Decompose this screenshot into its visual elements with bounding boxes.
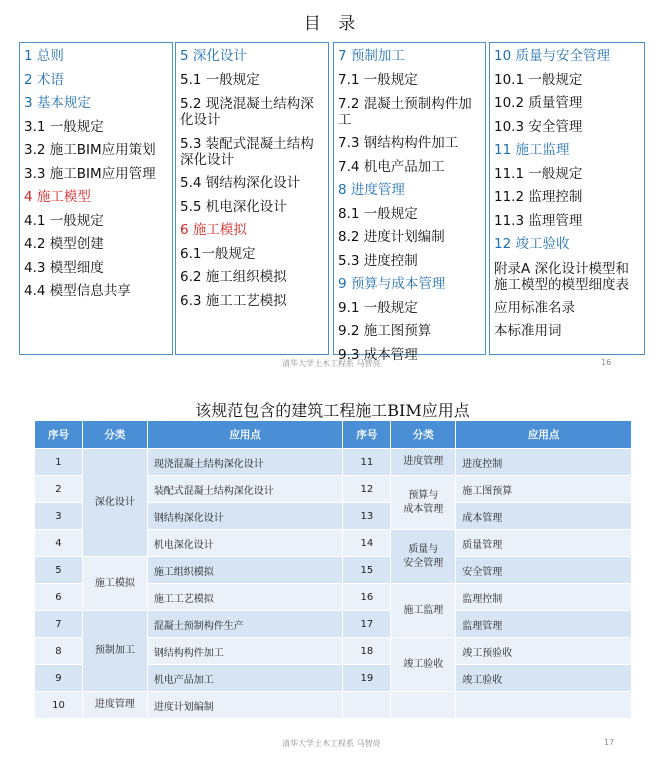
toc-entry: 10.3 安全管理 xyxy=(494,118,583,135)
toc-entry: 3 基本规定 xyxy=(24,95,91,111)
toc-column-4 xyxy=(489,42,645,355)
footer-author-2: 清华大学土木工程系 马智亮 xyxy=(282,739,381,748)
header-no-left: 序号 xyxy=(35,421,83,449)
row-no: 4 xyxy=(35,530,83,557)
toc-entry: 6.2 施工组织模拟 xyxy=(180,269,287,285)
toc-entry: 10.2 质量管理 xyxy=(494,95,583,111)
toc-entry: 9 预算与成本管理 xyxy=(338,276,446,292)
table-row xyxy=(35,692,632,719)
table-row xyxy=(35,611,632,638)
toc-entry: 11.3 监理管理 xyxy=(494,212,583,229)
application-cell: 竣工验收 xyxy=(456,665,632,692)
row-no: 15 xyxy=(343,557,391,584)
category-cell: 预制加工 xyxy=(82,611,147,692)
page-number-2: 17 xyxy=(604,738,615,747)
row-no: 12 xyxy=(343,476,391,503)
application-cell: 监理管理 xyxy=(456,611,632,638)
toc-column-3 xyxy=(333,42,486,363)
table-row xyxy=(35,557,632,584)
empty-cell xyxy=(391,692,456,719)
row-no: 13 xyxy=(343,503,391,530)
table-row xyxy=(35,449,632,476)
row-no: 9 xyxy=(35,665,83,692)
toc-entry: 附录A 深化设计模型和施工模型的模型细度表 xyxy=(494,260,630,293)
category-cell: 竣工验收 xyxy=(391,638,456,692)
toc-entry: 4.2 模型创建 xyxy=(24,236,104,252)
row-no: 16 xyxy=(343,584,391,611)
application-cell: 钢结构构件加工 xyxy=(147,638,343,665)
application-cell: 装配式混凝土结构深化设计 xyxy=(147,476,343,503)
application-cell: 进度计划编制 xyxy=(147,692,343,719)
category-cell: 施工监理 xyxy=(391,584,456,638)
row-no: 11 xyxy=(343,449,391,476)
toc-entry: 2 术语 xyxy=(24,71,64,88)
toc-entry: 7.2 混凝土预制构件加工 xyxy=(338,96,472,128)
row-no: 17 xyxy=(343,611,391,638)
header-no-right: 序号 xyxy=(343,421,391,449)
toc-entry: 8.2 进度计划编制 xyxy=(338,229,445,245)
toc-entry: 应用标准名录 xyxy=(494,299,575,316)
application-cell: 机电深化设计 xyxy=(147,530,343,557)
row-no: 6 xyxy=(35,584,83,611)
toc-entry: 5.2 现浇混凝土结构深化设计 xyxy=(180,96,314,128)
application-cell: 施工图预算 xyxy=(456,476,632,503)
application-cell: 施工组织模拟 xyxy=(147,557,343,584)
table-title: 该规范包含的建筑工程施工BIM应用点 xyxy=(195,401,470,420)
row-no: 10 xyxy=(35,692,83,719)
empty-cell xyxy=(456,692,632,719)
toc-entry: 5.3 进度控制 xyxy=(338,252,418,269)
toc-entry: 7 预制加工 xyxy=(338,48,405,64)
toc-entry: 5.5 机电深化设计 xyxy=(180,198,287,215)
row-no: 7 xyxy=(35,611,83,638)
page-number-1: 16 xyxy=(601,358,612,367)
toc-entry: 3.2 施工BIM应用策划 xyxy=(24,142,156,158)
row-no: 19 xyxy=(343,665,391,692)
header-application-right: 应用点 xyxy=(456,421,632,449)
category-cell: 深化设计 xyxy=(82,449,147,557)
toc-column-2 xyxy=(175,42,329,355)
application-cell: 施工工艺模拟 xyxy=(147,584,343,611)
bim-application-table xyxy=(34,420,632,719)
toc-entry: 3.1 一般规定 xyxy=(24,118,104,135)
toc-entry: 6.3 施工工艺模拟 xyxy=(180,292,287,309)
header-category-left: 分类 xyxy=(82,421,147,449)
category-cell: 进度管理 xyxy=(82,692,147,719)
toc-entry: 7.4 机电产品加工 xyxy=(338,158,445,175)
toc-entry: 4.4 模型信息共享 xyxy=(24,283,131,299)
toc-column-1 xyxy=(19,42,173,355)
row-no: 3 xyxy=(35,503,83,530)
application-cell: 进度控制 xyxy=(456,449,632,476)
category-cell: 预算与 成本管理 xyxy=(391,476,456,530)
application-cell: 质量管理 xyxy=(456,530,632,557)
category-cell: 进度管理 xyxy=(391,449,456,476)
toc-entry: 1 总则 xyxy=(24,48,64,64)
toc-entry: 8.1 一般规定 xyxy=(338,205,418,222)
toc-entry: 5 深化设计 xyxy=(180,48,247,64)
toc-entry: 10 质量与安全管理 xyxy=(494,48,610,64)
toc-entry: 本标准用词 xyxy=(494,323,562,339)
table-header-row xyxy=(35,421,632,449)
toc-entry: 11.2 监理控制 xyxy=(494,189,583,205)
toc-entry: 9.3 成本管理 xyxy=(338,346,418,363)
footer-author-1: 清华大学土木工程系 马智亮 xyxy=(282,359,381,368)
application-cell: 现浇混凝土结构深化设计 xyxy=(147,449,343,476)
application-cell: 钢结构深化设计 xyxy=(147,503,343,530)
header-category-right: 分类 xyxy=(391,421,456,449)
application-cell: 成本管理 xyxy=(456,503,632,530)
category-cell: 施工模拟 xyxy=(82,557,147,611)
toc-entry: 3.3 施工BIM应用管理 xyxy=(24,165,156,182)
row-no: 5 xyxy=(35,557,83,584)
toc-entry: 12 竣工验收 xyxy=(494,236,570,252)
toc-entry: 10.1 一般规定 xyxy=(494,71,583,88)
application-cell: 混凝土预制构件生产 xyxy=(147,611,343,638)
toc-entry: 4.1 一般规定 xyxy=(24,212,104,229)
toc-entry: 5.4 钢结构深化设计 xyxy=(180,175,301,191)
toc-title: 目 录 xyxy=(303,14,362,34)
toc-entry: 11.1 一般规定 xyxy=(494,165,583,182)
toc-entry: 9.1 一般规定 xyxy=(338,299,418,316)
toc-entry: 4 施工模型 xyxy=(24,189,91,205)
application-cell: 机电产品加工 xyxy=(147,665,343,692)
toc-entry: 7.3 钢结构构件加工 xyxy=(338,135,459,151)
toc-entry: 5.3 装配式混凝土结构深化设计 xyxy=(180,136,314,168)
application-cell: 监理控制 xyxy=(456,584,632,611)
row-no: 18 xyxy=(343,638,391,665)
toc-entry: 11 施工监理 xyxy=(494,142,570,158)
row-no: 8 xyxy=(35,638,83,665)
toc-entry: 8 进度管理 xyxy=(338,182,405,198)
row-no: 2 xyxy=(35,476,83,503)
toc-entry: 6 施工模拟 xyxy=(180,222,247,238)
toc-entry: 4.3 模型细度 xyxy=(24,259,104,276)
toc-entry: 5.1 一般规定 xyxy=(180,71,260,88)
empty-cell xyxy=(343,692,391,719)
toc-entry: 9.2 施工图预算 xyxy=(338,323,432,339)
application-cell: 竣工预验收 xyxy=(456,638,632,665)
row-no: 1 xyxy=(35,449,83,476)
category-cell: 质量与 安全管理 xyxy=(391,530,456,584)
toc-entry: 6.1一般规定 xyxy=(180,245,256,262)
toc-entry: 7.1 一般规定 xyxy=(338,71,418,88)
application-cell: 安全管理 xyxy=(456,557,632,584)
row-no: 14 xyxy=(343,530,391,557)
header-application-left: 应用点 xyxy=(147,421,343,449)
